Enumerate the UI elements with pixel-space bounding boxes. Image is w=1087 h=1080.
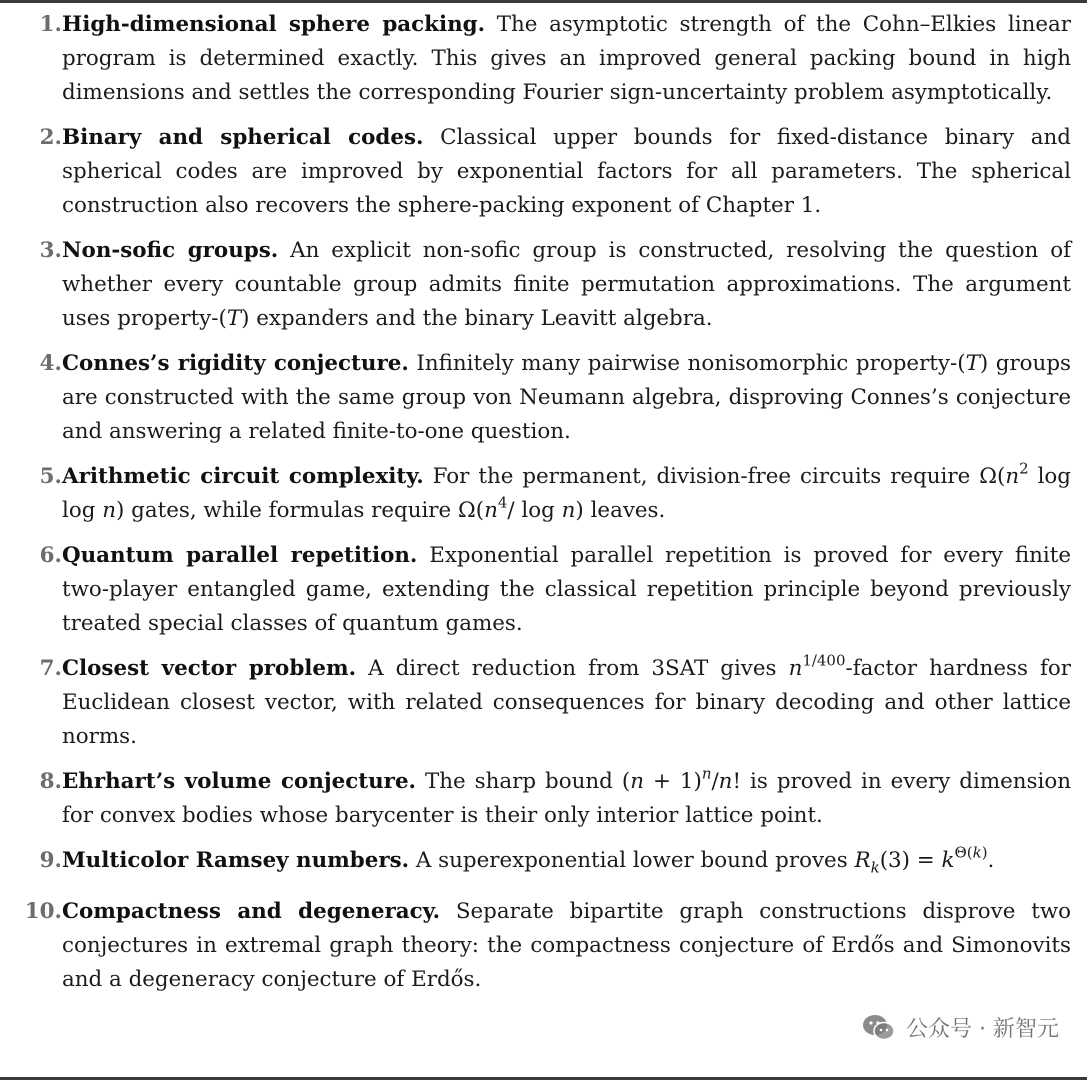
item-text: Exponential parallel repetition is proved for every finite two-player entangled game, extending the classical repetition principle beyond previously treated special classes of quantum games. <box>62 543 1072 636</box>
list-item <box>0 234 1087 336</box>
item-number: 8. <box>39 769 62 794</box>
math-formula-hardness: $n^{1/400}$ <box>788 651 846 681</box>
list-item <box>0 844 1087 884</box>
item-text: . <box>987 848 995 873</box>
top-border <box>0 0 1087 3</box>
list-item <box>0 895 1087 997</box>
item-text: A superexponential lower bound proves <box>409 848 855 873</box>
results-list <box>0 8 1087 1008</box>
item-body <box>62 121 1087 223</box>
math-symbol: T <box>965 351 980 376</box>
item-title: Ehrhart’s volume conjecture. <box>62 769 417 794</box>
math-formula-ramsey: $R_k(3) = k^{\Theta(k)}$ <box>854 843 988 877</box>
item-body <box>62 895 1087 997</box>
list-item <box>0 539 1087 641</box>
item-text: Classical upper bounds for fixed-distance binary and spherical codes are improved by exponential factors for all parameters. The spherical construction also recovers the sphere-packing exponent of Chapter 1. <box>62 125 1071 218</box>
item-title: High-dimensional sphere packing. <box>62 12 486 37</box>
item-body <box>62 844 1087 884</box>
math-formula-bound: $(n + 1)^n/n$! <box>621 764 742 794</box>
list-item <box>0 765 1087 833</box>
item-number: 5. <box>39 464 62 489</box>
item-body <box>62 8 1087 110</box>
math-formula-circuit: $\Omega(n^2$ log log n) <box>62 459 1071 523</box>
item-number: 3. <box>39 238 62 263</box>
item-title: Arithmetic circuit complexity. <box>62 464 424 489</box>
item-number: 2. <box>39 125 62 150</box>
item-title: Quantum parallel repetition. <box>62 543 418 568</box>
item-text: gates, while formulas require <box>124 498 458 523</box>
item-title: Closest vector problem. <box>62 656 357 681</box>
item-text: -factor hardness for Euclidean closest vector, with related consequences for binary decoding and other lattice norms. <box>62 656 1071 749</box>
item-body <box>62 234 1087 336</box>
math-formula-formula: $\Omega(n^4/$ log n) <box>458 493 584 523</box>
item-text: Infinitely many pairwise nonisomorphic property-( <box>408 351 966 376</box>
item-text: Separate bipartite graph constructions disprove two conjectures in extremal graph theory: the compactness conjecture of Erdős and Simonovits and a degeneracy conjecture of Erdős. <box>62 899 1072 993</box>
item-body <box>62 765 1087 833</box>
watermark-text: 公众号 · 新智元 <box>906 1017 1059 1042</box>
item-title: Compactness and degeneracy. <box>62 899 441 925</box>
item-title: Binary and spherical codes. <box>62 125 424 150</box>
item-text: A direct reduction from 3SAT gives <box>356 656 789 681</box>
item-text: is proved in every dimension for convex bodies whose barycenter is their only interior lattice point. <box>62 769 1072 828</box>
item-number: 7. <box>39 656 62 681</box>
watermark <box>862 1012 1059 1043</box>
item-text: leaves. <box>583 498 666 523</box>
item-number: 10. <box>24 899 62 925</box>
item-text: ) groups are constructed with the same group von Neumann algebra, disproving Connes’s conjecture and answering a related finite-to-one question. <box>62 351 1071 444</box>
list-item <box>0 8 1087 110</box>
item-text: An explicit non-sofic group is constructed, resolving the question of whether every countable group admits finite permutation approximations. The argument uses property-( <box>62 238 1071 331</box>
item-text: For the permanent, division-free circuits require <box>423 464 980 489</box>
item-number: 1. <box>39 12 62 37</box>
item-title: Connes’s rigidity conjecture. <box>62 351 409 376</box>
item-number: 4. <box>39 351 62 376</box>
list-item <box>0 121 1087 223</box>
item-title: Multicolor Ramsey numbers. <box>62 848 410 873</box>
wechat-icon <box>862 1013 896 1043</box>
item-body <box>62 652 1087 754</box>
list-item <box>0 460 1087 528</box>
item-text: The asymptotic strength of the Cohn–Elkies linear program is determined exactly. This gives an improved general packing bound in high dimensions and settles the corresponding Fourier sign-uncertainty problem asymptotically. <box>62 12 1071 105</box>
item-text: The sharp bound <box>416 769 622 794</box>
math-symbol: T <box>226 306 242 331</box>
item-text: ) expanders and the binary Leavitt algebra. <box>241 306 713 331</box>
item-title: Non-sofic groups. <box>62 238 279 263</box>
item-body <box>62 539 1087 641</box>
list-item <box>0 347 1087 449</box>
list-item <box>0 652 1087 754</box>
item-number: 6. <box>39 543 62 568</box>
item-number: 9. <box>39 848 62 873</box>
item-body <box>62 347 1087 449</box>
item-body <box>62 460 1087 528</box>
